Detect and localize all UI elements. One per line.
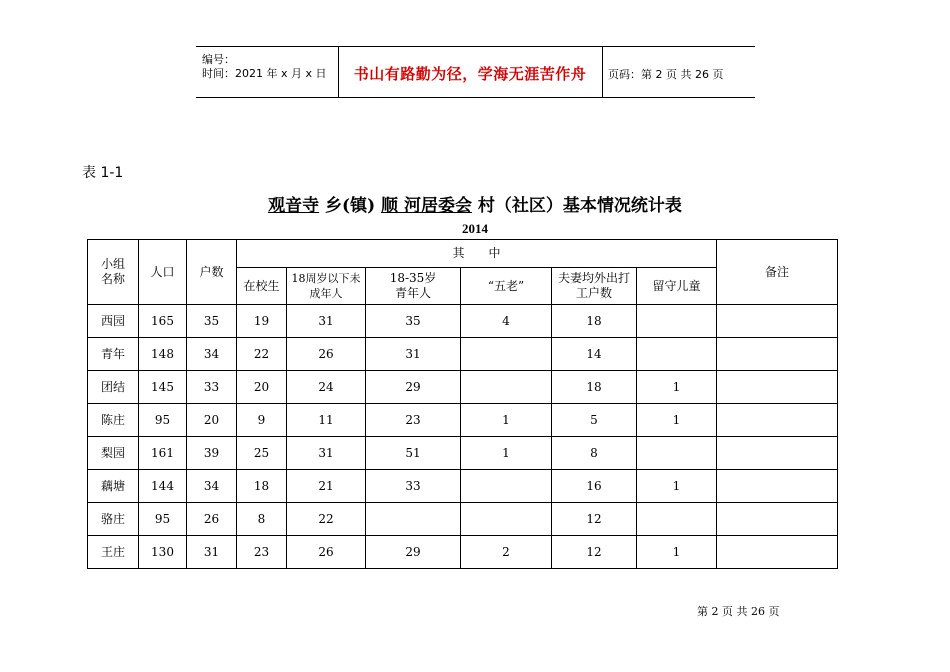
cell-migrant: 8 [552, 437, 637, 470]
page-footer: 第 2 页 共 26 页 [697, 605, 780, 618]
cell-left: 1 [637, 371, 717, 404]
cell-left [637, 503, 717, 536]
cell-five [461, 503, 552, 536]
table-row [88, 503, 838, 536]
cell-youth: 51 [366, 437, 461, 470]
statistics-table [87, 239, 838, 569]
cell-note [717, 536, 838, 569]
cell-hh: 31 [187, 536, 237, 569]
cell-students: 25 [237, 437, 287, 470]
header-group-name: 小组名称 [88, 240, 139, 305]
cell-under18: 24 [287, 371, 366, 404]
cell-pop: 144 [139, 470, 187, 503]
table-row [88, 470, 838, 503]
cell-left: 1 [637, 470, 717, 503]
cell-hh: 34 [187, 470, 237, 503]
cell-pop: 95 [139, 404, 187, 437]
table-row [88, 371, 838, 404]
cell-youth: 33 [366, 470, 461, 503]
cell-hh: 26 [187, 503, 237, 536]
title-community: 顺 河居委会 [381, 196, 472, 216]
header-households: 户数 [187, 240, 237, 305]
cell-pop: 145 [139, 371, 187, 404]
cell-hh: 39 [187, 437, 237, 470]
cell-under18: 26 [287, 338, 366, 371]
cell-migrant: 12 [552, 503, 637, 536]
cell-migrant: 14 [552, 338, 637, 371]
cell-name: 西园 [88, 305, 139, 338]
title-township-suffix: 乡(镇) [319, 196, 382, 216]
cell-five [461, 371, 552, 404]
header-migrant: 夫妻均外出打工户数 [552, 268, 637, 305]
title-township: 观音寺 [268, 196, 320, 216]
cell-left: 1 [637, 536, 717, 569]
cell-note [717, 404, 838, 437]
cell-youth [366, 503, 461, 536]
cell-students: 23 [237, 536, 287, 569]
header-among: 其 中 [237, 240, 717, 268]
table-year: 2014 [462, 221, 488, 236]
cell-five [461, 338, 552, 371]
cell-name: 藕塘 [88, 470, 139, 503]
table-row [88, 536, 838, 569]
cell-pop: 130 [139, 536, 187, 569]
cell-youth: 23 [366, 404, 461, 437]
cell-left [637, 338, 717, 371]
header-page-number: 页码：第 2 页 共 26 页 [608, 68, 724, 81]
cell-students: 18 [237, 470, 287, 503]
cell-name: 王庄 [88, 536, 139, 569]
cell-youth: 35 [366, 305, 461, 338]
table-row [88, 437, 838, 470]
cell-note [717, 437, 838, 470]
header-divider [602, 47, 603, 97]
cell-hh: 34 [187, 338, 237, 371]
serial-number-label: 编号： [202, 53, 235, 66]
cell-pop: 148 [139, 338, 187, 371]
cell-youth: 29 [366, 536, 461, 569]
header-five-elders: “五老” [461, 268, 552, 305]
document-title [0, 191, 950, 216]
cell-under18: 31 [287, 305, 366, 338]
cell-youth: 29 [366, 371, 461, 404]
cell-pop: 161 [139, 437, 187, 470]
table-row [88, 305, 838, 338]
table-number-label: 表 1-1 [82, 165, 124, 181]
title-suffix: 村（社区）基本情况统计表 [471, 196, 682, 216]
cell-hh: 35 [187, 305, 237, 338]
header-left-behind: 留守儿童 [637, 268, 717, 305]
header-students: 在校生 [237, 268, 287, 305]
cell-left [637, 305, 717, 338]
cell-students: 20 [237, 371, 287, 404]
document-header [196, 46, 755, 98]
cell-migrant: 18 [552, 371, 637, 404]
cell-under18: 26 [287, 536, 366, 569]
cell-migrant: 12 [552, 536, 637, 569]
cell-name: 骆庄 [88, 503, 139, 536]
cell-under18: 11 [287, 404, 366, 437]
cell-note [717, 503, 838, 536]
cell-students: 9 [237, 404, 287, 437]
cell-students: 22 [237, 338, 287, 371]
cell-name: 陈庄 [88, 404, 139, 437]
cell-youth: 31 [366, 338, 461, 371]
cell-students: 8 [237, 503, 287, 536]
cell-five: 1 [461, 437, 552, 470]
cell-migrant: 16 [552, 470, 637, 503]
date-label: 时间：2021 年 x 月 x 日 [202, 67, 327, 80]
cell-five: 1 [461, 404, 552, 437]
cell-under18: 21 [287, 470, 366, 503]
cell-migrant: 18 [552, 305, 637, 338]
cell-five: 4 [461, 305, 552, 338]
table-row [88, 338, 838, 371]
cell-note [717, 371, 838, 404]
cell-name: 梨园 [88, 437, 139, 470]
cell-note [717, 305, 838, 338]
cell-pop: 165 [139, 305, 187, 338]
cell-left: 1 [637, 404, 717, 437]
header-under18: 18周岁以下未成年人 [287, 268, 366, 305]
cell-hh: 20 [187, 404, 237, 437]
cell-note [717, 470, 838, 503]
header-motto: 书山有路勤为径，学海无涯苦作舟 [353, 65, 587, 83]
cell-pop: 95 [139, 503, 187, 536]
cell-under18: 22 [287, 503, 366, 536]
table-row [88, 404, 838, 437]
header-population: 人口 [139, 240, 187, 305]
cell-under18: 31 [287, 437, 366, 470]
cell-note [717, 338, 838, 371]
header-remarks: 备注 [717, 240, 838, 305]
cell-five [461, 470, 552, 503]
cell-left [637, 437, 717, 470]
cell-five: 2 [461, 536, 552, 569]
cell-name: 青年 [88, 338, 139, 371]
cell-migrant: 5 [552, 404, 637, 437]
cell-students: 19 [237, 305, 287, 338]
header-youth: 18-35岁青年人 [366, 268, 461, 305]
cell-name: 团结 [88, 371, 139, 404]
table-header-row [88, 240, 838, 268]
cell-hh: 33 [187, 371, 237, 404]
